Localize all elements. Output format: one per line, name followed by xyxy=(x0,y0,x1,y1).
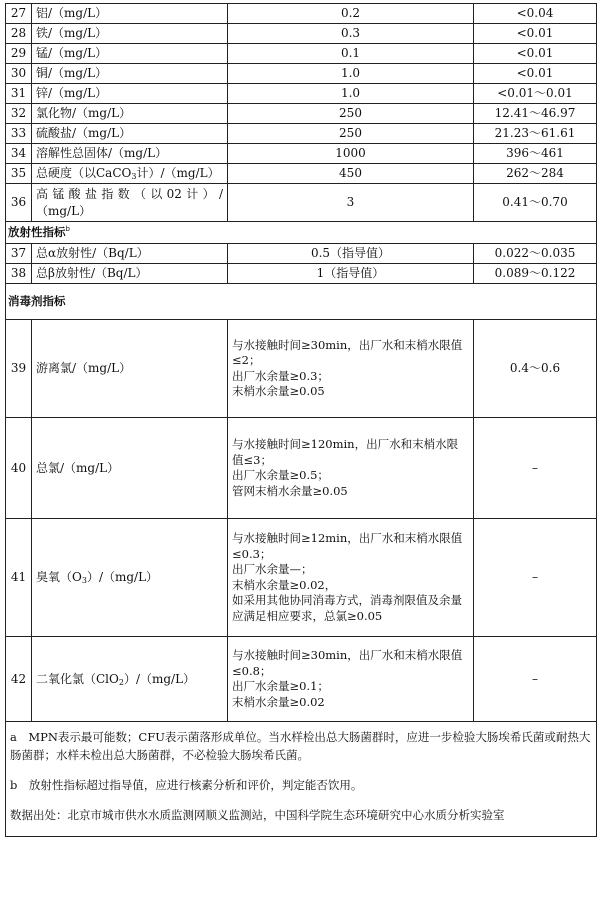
table-row xyxy=(6,84,597,104)
measured-value: 0.41～0.70 xyxy=(474,184,597,222)
indicator-name: 游离氯/（mg/L） xyxy=(32,320,228,418)
subscript: 2 xyxy=(118,677,124,687)
subscript: 3 xyxy=(81,576,87,585)
row-number: 32 xyxy=(6,104,32,124)
limit-line: 与水接触时间≥30min，出厂水和末梢水限值≤2； xyxy=(232,337,463,367)
name-part: 计）/（mg/L） xyxy=(136,166,220,180)
measured-value: – xyxy=(474,418,597,519)
measured-value: <0.01 xyxy=(474,64,597,84)
limit-value: 0.1 xyxy=(228,44,474,64)
table-row xyxy=(6,24,597,44)
table-row xyxy=(6,184,597,222)
table-row xyxy=(6,244,597,264)
measured-value: – xyxy=(474,519,597,637)
section-title-disinfectant: 消毒剂指标 xyxy=(6,284,597,320)
data-source: 数据出处：北京市城市供水水质监测网顺义监测站，中国科学院生态环境研究中心水质分析实验室 xyxy=(10,808,505,822)
row-number: 35 xyxy=(6,164,32,184)
indicator-name: 总α放射性/（Bq/L） xyxy=(32,244,228,264)
row-number: 42 xyxy=(6,637,32,722)
measured-value: 396～461 xyxy=(474,144,597,164)
row-number: 39 xyxy=(6,320,32,418)
table-row xyxy=(6,144,597,164)
indicator-name: 溶解性总固体/（mg/L） xyxy=(32,144,228,164)
limit-value xyxy=(228,519,474,637)
table-row xyxy=(6,519,597,637)
limit-line: 管网末梢水余量≥0.05 xyxy=(232,483,348,498)
note-a: a MPN表示最可能数；CFU表示菌落形成单位。当水样检出总大肠菌群时，应进一步检验大肠埃希氏菌或耐热大肠菌群；水样未检出总大肠菌群，不必检验大肠埃希氏菌。 xyxy=(10,730,591,762)
limit-value xyxy=(228,637,474,722)
row-number: 30 xyxy=(6,64,32,84)
footnote-mark: b xyxy=(65,225,70,233)
limit-value: 250 xyxy=(228,104,474,124)
measured-value: 0.022～0.035 xyxy=(474,244,597,264)
limit-line: 与水接触时间≥120min，出厂水和末梢水限值≤3； xyxy=(232,437,459,467)
limit-line: 末梢水余量≥0.05 xyxy=(232,384,325,398)
section-header-row xyxy=(6,222,597,244)
indicator-name: 铁/（mg/L） xyxy=(32,24,228,44)
row-number: 38 xyxy=(6,264,32,284)
table-row xyxy=(6,104,597,124)
limit-line: 出厂水余量≥0.5； xyxy=(232,468,329,482)
measured-value: – xyxy=(474,637,597,722)
name-line: （mg/L） xyxy=(36,203,92,218)
indicator-name xyxy=(32,637,228,722)
table-row xyxy=(6,264,597,284)
limit-line: 出厂水余量≥0.1； xyxy=(232,679,329,693)
name-part: 总硬度（以CaCO xyxy=(36,166,132,180)
name-part: 臭氧（O xyxy=(36,570,82,584)
notes-row xyxy=(6,722,597,837)
measured-value: 12.41～46.97 xyxy=(474,104,597,124)
table-row xyxy=(6,637,597,722)
indicator-name: 锰/（mg/L） xyxy=(32,44,228,64)
row-number: 31 xyxy=(6,84,32,104)
name-line: 高锰酸盐指数（以02计）/ xyxy=(36,186,223,201)
limit-value xyxy=(228,320,474,418)
limit-value: 1000 xyxy=(228,144,474,164)
limit-line: 出厂水余量≥0.3； xyxy=(232,368,329,383)
indicator-name: 总氯/（mg/L） xyxy=(32,418,228,519)
name-part: ）/（mg/L） xyxy=(86,570,159,584)
limit-line: 末梢水余量≥0.02 xyxy=(232,694,325,709)
measured-value: <0.01～0.01 xyxy=(474,84,597,104)
limit-value: 0.5（指导值） xyxy=(228,244,474,264)
limit-value: 1.0 xyxy=(228,84,474,104)
section-header-row xyxy=(6,284,597,320)
indicator-name: 氯化物/（mg/L） xyxy=(32,104,228,124)
row-number: 28 xyxy=(6,24,32,44)
table-row xyxy=(6,418,597,519)
table-row xyxy=(6,164,597,184)
indicator-name xyxy=(32,519,228,637)
name-part: 二氧化氯（ClO xyxy=(36,671,119,686)
limit-line: 与水接触时间≥12min，出厂水和末梢水限值≤0.3； xyxy=(232,531,463,561)
row-number: 27 xyxy=(6,4,32,24)
water-quality-table xyxy=(5,3,597,837)
limit-value: 1（指导值） xyxy=(228,264,474,284)
section-title-text: 放射性指标 xyxy=(8,225,66,239)
indicator-name: 铜/（mg/L） xyxy=(32,64,228,84)
limit-value: 450 xyxy=(228,164,474,184)
measured-value: <0.01 xyxy=(474,44,597,64)
measured-value: <0.04 xyxy=(474,4,597,24)
measured-value: 21.23～61.61 xyxy=(474,124,597,144)
limit-value: 1.0 xyxy=(228,64,474,84)
table-notes xyxy=(6,722,597,837)
row-number: 33 xyxy=(6,124,32,144)
limit-value xyxy=(228,418,474,519)
indicator-name: 铝/（mg/L） xyxy=(32,4,228,24)
row-number: 37 xyxy=(6,244,32,264)
row-number: 40 xyxy=(6,418,32,519)
row-number: 29 xyxy=(6,44,32,64)
measured-value: <0.01 xyxy=(474,24,597,44)
table-row xyxy=(6,4,597,24)
section-title-radioactivity xyxy=(6,222,597,244)
limit-value: 0.3 xyxy=(228,24,474,44)
limit-line: 末梢水余量≥0.02， xyxy=(232,577,337,592)
indicator-name: 总β放射性/（Bq/L） xyxy=(32,264,228,284)
indicator-name xyxy=(32,164,228,184)
table-row xyxy=(6,124,597,144)
limit-line: 如采用其他协同消毒方式，消毒剂限值及余量应满足相应要求，总氯≥0.05 xyxy=(232,593,462,623)
limit-value: 0.2 xyxy=(228,4,474,24)
measured-value: 262～284 xyxy=(474,164,597,184)
subscript: 3 xyxy=(131,172,137,181)
limit-line: 与水接触时间≥30min，出厂水和末梢水限值≤0.8； xyxy=(232,648,463,678)
row-number: 41 xyxy=(6,519,32,637)
limit-line: 出厂水余量—； xyxy=(232,562,313,576)
indicator-name xyxy=(32,184,228,222)
limit-value: 250 xyxy=(228,124,474,144)
indicator-name: 硫酸盐/（mg/L） xyxy=(32,124,228,144)
note-b: b 放射性指标超过指导值，应进行核素分析和评价，判定能否饮用。 xyxy=(10,778,363,792)
table-row xyxy=(6,64,597,84)
measured-value: 0.4～0.6 xyxy=(474,320,597,418)
table-row xyxy=(6,320,597,418)
indicator-name: 锌/（mg/L） xyxy=(32,84,228,104)
name-part: ）/（mg/L） xyxy=(123,671,196,686)
row-number: 34 xyxy=(6,144,32,164)
row-number: 36 xyxy=(6,184,32,222)
table-row xyxy=(6,44,597,64)
measured-value: 0.089～0.122 xyxy=(474,264,597,284)
limit-value: 3 xyxy=(228,184,474,222)
